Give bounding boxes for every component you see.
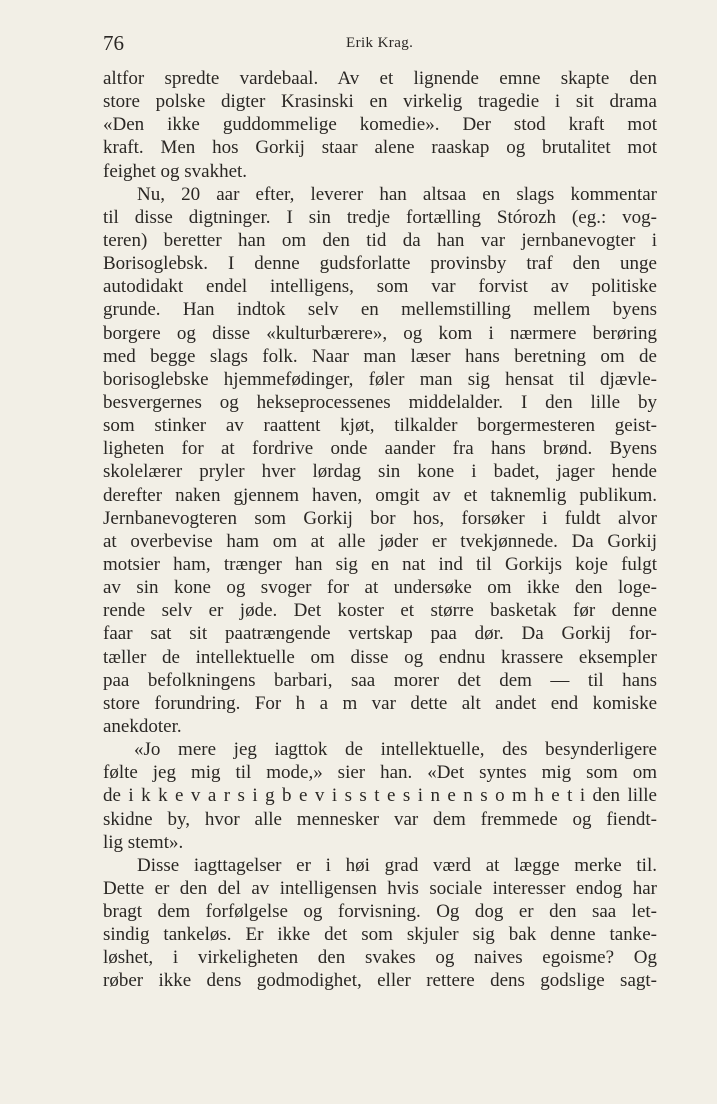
text-line: store forundring. For h a m var dette alt andet end komiske (103, 692, 657, 714)
text-line: store polske digter Krasinski en virkelig tragedie i sit drama (103, 91, 657, 113)
text-line: «Jo mere jeg iagttok de intellektuelle, des besynderligere (134, 739, 657, 761)
text-line: Borisoglebsk. I denne gudsforlatte provinsby traf den unge (103, 253, 657, 275)
text-line: sindig tankeløs. Er ikke det som skjuler sig bak denne tanke- (103, 924, 657, 946)
text-line: teren) beretter han om den tid da han var jernbanevogter i (103, 229, 657, 251)
text-line: lig stemt». (103, 831, 184, 853)
text-line: faar sat sit paatrængende vertskap paa dør. Da Gorkij for- (103, 623, 657, 645)
text-line: derefter naken gjennem haven, omgit av et taknemlig publikum. (103, 484, 657, 506)
text-line: skolelærer pryler hver lørdag sin kone i badet, jager hende (103, 461, 657, 483)
body-text (103, 67, 657, 993)
text-line: Disse iagttagelser er i høi grad værd at lægge merke til. (137, 854, 657, 876)
text-line: de i k k e v a r s i g b e v i s s t e s i n e n s o m h e t i den lille (103, 785, 657, 807)
text-line: Dette er den del av intelligensen hvis sociale interesser endog har (103, 877, 657, 899)
text-line: «Den ikke guddommelige komedie». Der stod kraft mot (103, 114, 657, 136)
text-line: motsier ham, trænger han sig en nat ind til Gorkijs koje fulgt (103, 553, 657, 575)
text-line: Jernbanevogteren som Gorkij bor hos, forsøker i fuldt alvor (103, 507, 657, 529)
text-line: til disse digtninger. I sin tredje fortælling Stórozh (eg.: vog- (103, 206, 657, 228)
text-line: tæller de intellektuelle om disse og endnu krassere eksempler (103, 646, 657, 668)
page-header (103, 30, 657, 56)
text-line: besvergernes og hekseprocessenes middelalder. I den lille by (103, 391, 657, 413)
text-line: borgere og disse «kulturbærere», og kom i nærmere berøring (103, 322, 657, 344)
text-line: følte jeg mig til mode,» sier han. «Det syntes mig som om (103, 762, 657, 784)
text-line: grunde. Han indtok selv en mellemstilling mellem byens (103, 299, 657, 321)
text-line: som stinker av raattent kjøt, tilkalder borgermesteren geist- (103, 415, 657, 437)
text-line: anekdoter. (103, 715, 182, 737)
text-line: med begge slags folk. Naar man læser hans beretning om de (103, 345, 657, 367)
text-line: paa befolkningens barbari, saa morer det dem — til hans (103, 669, 657, 691)
text-line: skidne by, hvor alle mennesker var dem fremmede og fiendt- (103, 808, 657, 830)
text-line: feighet og svakhet. (103, 160, 248, 182)
text-line: autodidakt endel intelligens, som var forvist av politiske (103, 276, 657, 298)
text-line: altfor spredte vardebaal. Av et lignende emne skapte den (103, 68, 657, 89)
text-line: Nu, 20 aar efter, leverer han altsaa en slags kommentar (137, 183, 657, 205)
text-line: røber ikke dens godmodighet, eller rettere dens godslige sagt- (103, 970, 657, 992)
text-line: kraft. Men hos Gorkij staar alene raaskap og brutalitet mot (103, 137, 657, 159)
text-line: borisoglebske hjemmefødinger, føler man sig hensat til djævle- (103, 368, 657, 390)
text-line: løshet, i virkeligheten den svakes og naives egoisme? Og (103, 947, 657, 969)
text-line: av sin kone og svoger for at undersøke om ikke den loge- (103, 577, 657, 599)
page-number: 76 (103, 31, 124, 55)
text-line: at overbevise ham om at alle jøder er tvekjønnede. Da Gorkij (103, 530, 657, 552)
text-line: bragt dem forfølgelse og forvisning. Og dog er den saa let- (103, 901, 657, 923)
running-title: Erik Krag. (346, 35, 414, 51)
text-line: rende selv er jøde. Det koster et større basketak før denne (103, 600, 657, 622)
text-line: ligheten for at fordrive onde aander fra hans brønd. Byens (103, 438, 657, 460)
